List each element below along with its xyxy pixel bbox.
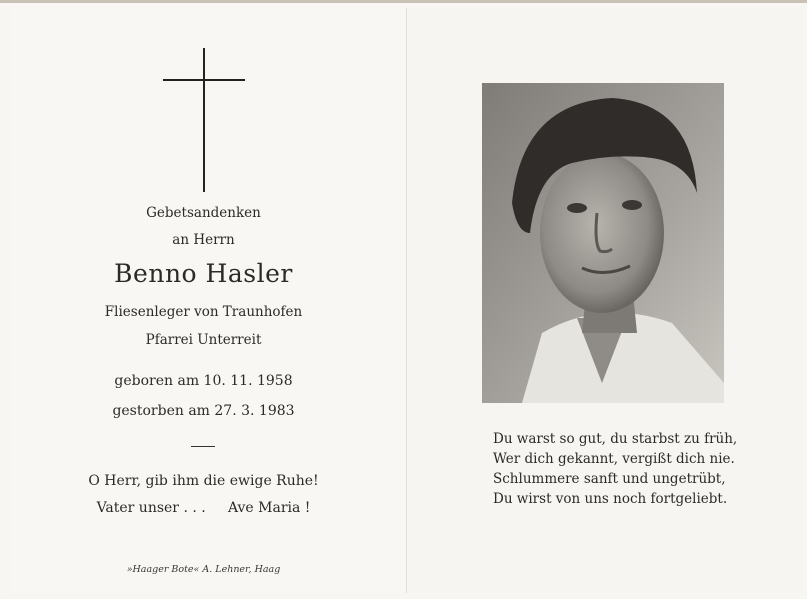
heading: Gebetsandenken: [146, 205, 261, 221]
portrait-photo: [482, 83, 724, 403]
verse-line-4: Du wirst von uns noch fortgeliebt.: [493, 491, 728, 507]
prayer-line-2: Vater unser . . . Ave Maria !: [96, 500, 311, 516]
cross-icon-bar: [163, 79, 245, 81]
salutation: an Herrn: [172, 232, 235, 248]
divider: [191, 446, 215, 447]
verse-line-1: Du warst so gut, du starbst zu früh,: [493, 431, 738, 447]
occupation: Fliesenleger von Traunhofen: [104, 304, 303, 320]
cross-icon: [203, 48, 205, 192]
death-date: gestorben am 27. 3. 1983: [112, 403, 295, 419]
birth-date: geboren am 10. 11. 1958: [114, 373, 293, 389]
printer-credit: »Haager Bote« A. Lehner, Haag: [126, 564, 281, 575]
verse-line-3: Schlummere sanft und ungetrübt,: [493, 471, 726, 487]
verse-line-2: Wer dich gekannt, vergißt dich nie.: [493, 451, 735, 467]
prayer-line-1: O Herr, gib ihm die ewige Ruhe!: [88, 473, 319, 489]
deceased-name: Benno Hasler: [114, 259, 293, 288]
parish: Pfarrei Unterreit: [145, 332, 262, 348]
